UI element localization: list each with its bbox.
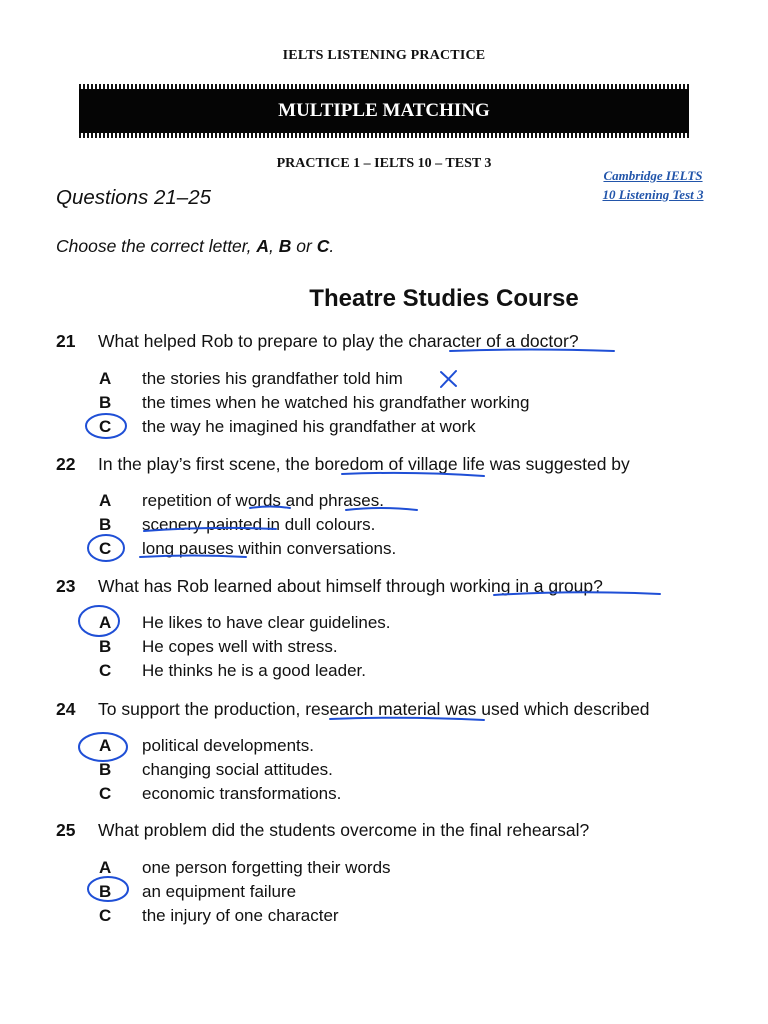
- option-letter: C: [99, 906, 112, 925]
- question-text: In the play’s first scene, the boredom of village life was suggested by: [98, 454, 630, 474]
- instruction-end: .: [329, 236, 335, 256]
- option-text: the stories his grandfather told him: [142, 369, 403, 388]
- option-letter: C: [99, 661, 112, 680]
- option-text: changing social attitudes.: [142, 760, 333, 779]
- question-text: To support the production, research material was used which described: [98, 699, 650, 719]
- option-letter: B: [99, 515, 112, 534]
- option-text: the way he imagined his grandfather at work: [142, 417, 476, 436]
- option-text: economic transformations.: [142, 784, 342, 803]
- reference-link-line2[interactable]: 10 Listening Test 3: [602, 187, 704, 202]
- option-text: repetition of words and phrases.: [142, 491, 384, 510]
- option-text: political developments.: [142, 736, 314, 755]
- option-letter: A: [99, 491, 112, 510]
- option-letter: A: [99, 858, 112, 877]
- reference-link[interactable]: [580, 166, 726, 204]
- question-number: 23: [56, 576, 76, 596]
- option-letter: B: [99, 760, 112, 779]
- question-number: 24: [56, 699, 76, 719]
- question-text: What has Rob learned about himself through working in a group?: [98, 576, 603, 596]
- option-text: one person forgetting their words: [142, 858, 391, 877]
- option-letter: B: [99, 637, 112, 656]
- option-text: He likes to have clear guidelines.: [142, 613, 391, 632]
- question-number: 25: [56, 820, 76, 840]
- section-title: Theatre Studies Course: [309, 285, 579, 312]
- banner-title: MULTIPLE MATCHING: [79, 89, 689, 133]
- option-text: long pauses within conversations.: [142, 539, 397, 558]
- option-text: the times when he watched his grandfather working: [142, 393, 530, 412]
- letter-c: C: [316, 236, 330, 256]
- reference-link-line1[interactable]: Cambridge IELTS: [603, 168, 703, 183]
- questions-range: Questions 21–25: [56, 186, 212, 209]
- option-letter: C: [99, 539, 112, 558]
- page-header-title: IELTS LISTENING PRACTICE: [282, 48, 486, 63]
- instruction-sep: ,: [269, 236, 279, 256]
- option-letter: C: [99, 784, 112, 803]
- option-letter: A: [99, 369, 112, 388]
- option-letter: A: [99, 736, 112, 755]
- practice-subtitle: PRACTICE 1 – IELTS 10 – TEST 3: [276, 156, 492, 171]
- instruction-text: Choose the correct letter,: [56, 236, 257, 256]
- question-text: What helped Rob to prepare to play the character of a doctor?: [98, 331, 579, 351]
- option-letter: C: [99, 417, 112, 436]
- instruction-sep: or: [291, 236, 317, 256]
- question-number: 22: [56, 454, 76, 474]
- question-text: What problem did the students overcome in the final rehearsal?: [98, 820, 590, 840]
- letter-a: A: [256, 236, 270, 256]
- option-text: scenery painted in dull colours.: [142, 515, 376, 534]
- instruction: [56, 236, 334, 257]
- option-text: He thinks he is a good leader.: [142, 661, 366, 680]
- option-letter: B: [99, 393, 112, 412]
- section-banner: [79, 84, 689, 138]
- banner-bottom-border: [79, 133, 689, 138]
- option-letter: A: [99, 613, 112, 632]
- option-text: He copes well with stress.: [142, 637, 338, 656]
- option-text: the injury of one character: [142, 906, 339, 925]
- question-number: 21: [56, 331, 76, 351]
- cross-mark-icon: [441, 371, 456, 387]
- letter-b: B: [278, 236, 292, 256]
- option-text: an equipment failure: [142, 882, 297, 901]
- option-letter: B: [99, 882, 112, 901]
